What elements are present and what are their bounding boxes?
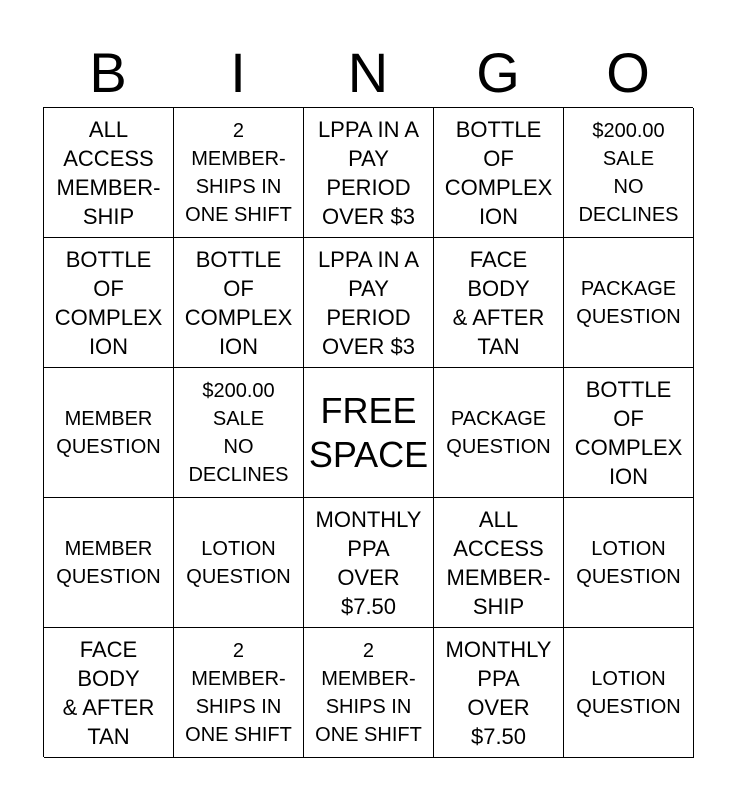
bingo-cell-r3-c2: MONTHLY PPA OVER $7.50 (304, 498, 434, 628)
bingo-cell-r4-c4: LOTION QUESTION (564, 628, 694, 758)
bingo-header (43, 42, 693, 104)
bingo-cell-r4-c0: FACE BODY & AFTER TAN (44, 628, 174, 758)
bingo-cell-r0-c0: ALL ACCESS MEMBER- SHIP (44, 108, 174, 238)
bingo-cell-r1-c3: FACE BODY & AFTER TAN (434, 238, 564, 368)
bingo-cell-r0-c4: $200.00 SALE NO DECLINES (564, 108, 694, 238)
header-letter-g: G (476, 41, 520, 104)
bingo-cell-r3-c4: LOTION QUESTION (564, 498, 694, 628)
bingo-cell-r1-c0: BOTTLE OF COMPLEX ION (44, 238, 174, 368)
header-letter-b: B (89, 41, 127, 104)
header-letter-i: I (230, 41, 246, 104)
bingo-cell-r1-c4: PACKAGE QUESTION (564, 238, 694, 368)
header-letter-n: N (347, 41, 389, 104)
bingo-cell-r3-c1: LOTION QUESTION (174, 498, 304, 628)
bingo-cell-r4-c2: 2 MEMBER- SHIPS IN ONE SHIFT (304, 628, 434, 758)
bingo-cell-r0-c2: LPPA IN A PAY PERIOD OVER $3 (304, 108, 434, 238)
bingo-cell-free-space: FREE SPACE (304, 368, 434, 498)
bingo-cell-r1-c1: BOTTLE OF COMPLEX ION (174, 238, 304, 368)
bingo-cell-r2-c4: BOTTLE OF COMPLEX ION (564, 368, 694, 498)
bingo-cell-r4-c3: MONTHLY PPA OVER $7.50 (434, 628, 564, 758)
bingo-cell-r2-c0: MEMBER QUESTION (44, 368, 174, 498)
bingo-cell-r1-c2: LPPA IN A PAY PERIOD OVER $3 (304, 238, 434, 368)
bingo-grid (43, 107, 693, 757)
bingo-cell-r3-c3: ALL ACCESS MEMBER- SHIP (434, 498, 564, 628)
bingo-cell-r0-c3: BOTTLE OF COMPLEX ION (434, 108, 564, 238)
bingo-cell-r2-c3: PACKAGE QUESTION (434, 368, 564, 498)
header-letter-o: O (606, 41, 650, 104)
bingo-cell-r0-c1: 2 MEMBER- SHIPS IN ONE SHIFT (174, 108, 304, 238)
bingo-cell-r3-c0: MEMBER QUESTION (44, 498, 174, 628)
bingo-cell-r2-c1: $200.00 SALE NO DECLINES (174, 368, 304, 498)
bingo-cell-r4-c1: 2 MEMBER- SHIPS IN ONE SHIFT (174, 628, 304, 758)
